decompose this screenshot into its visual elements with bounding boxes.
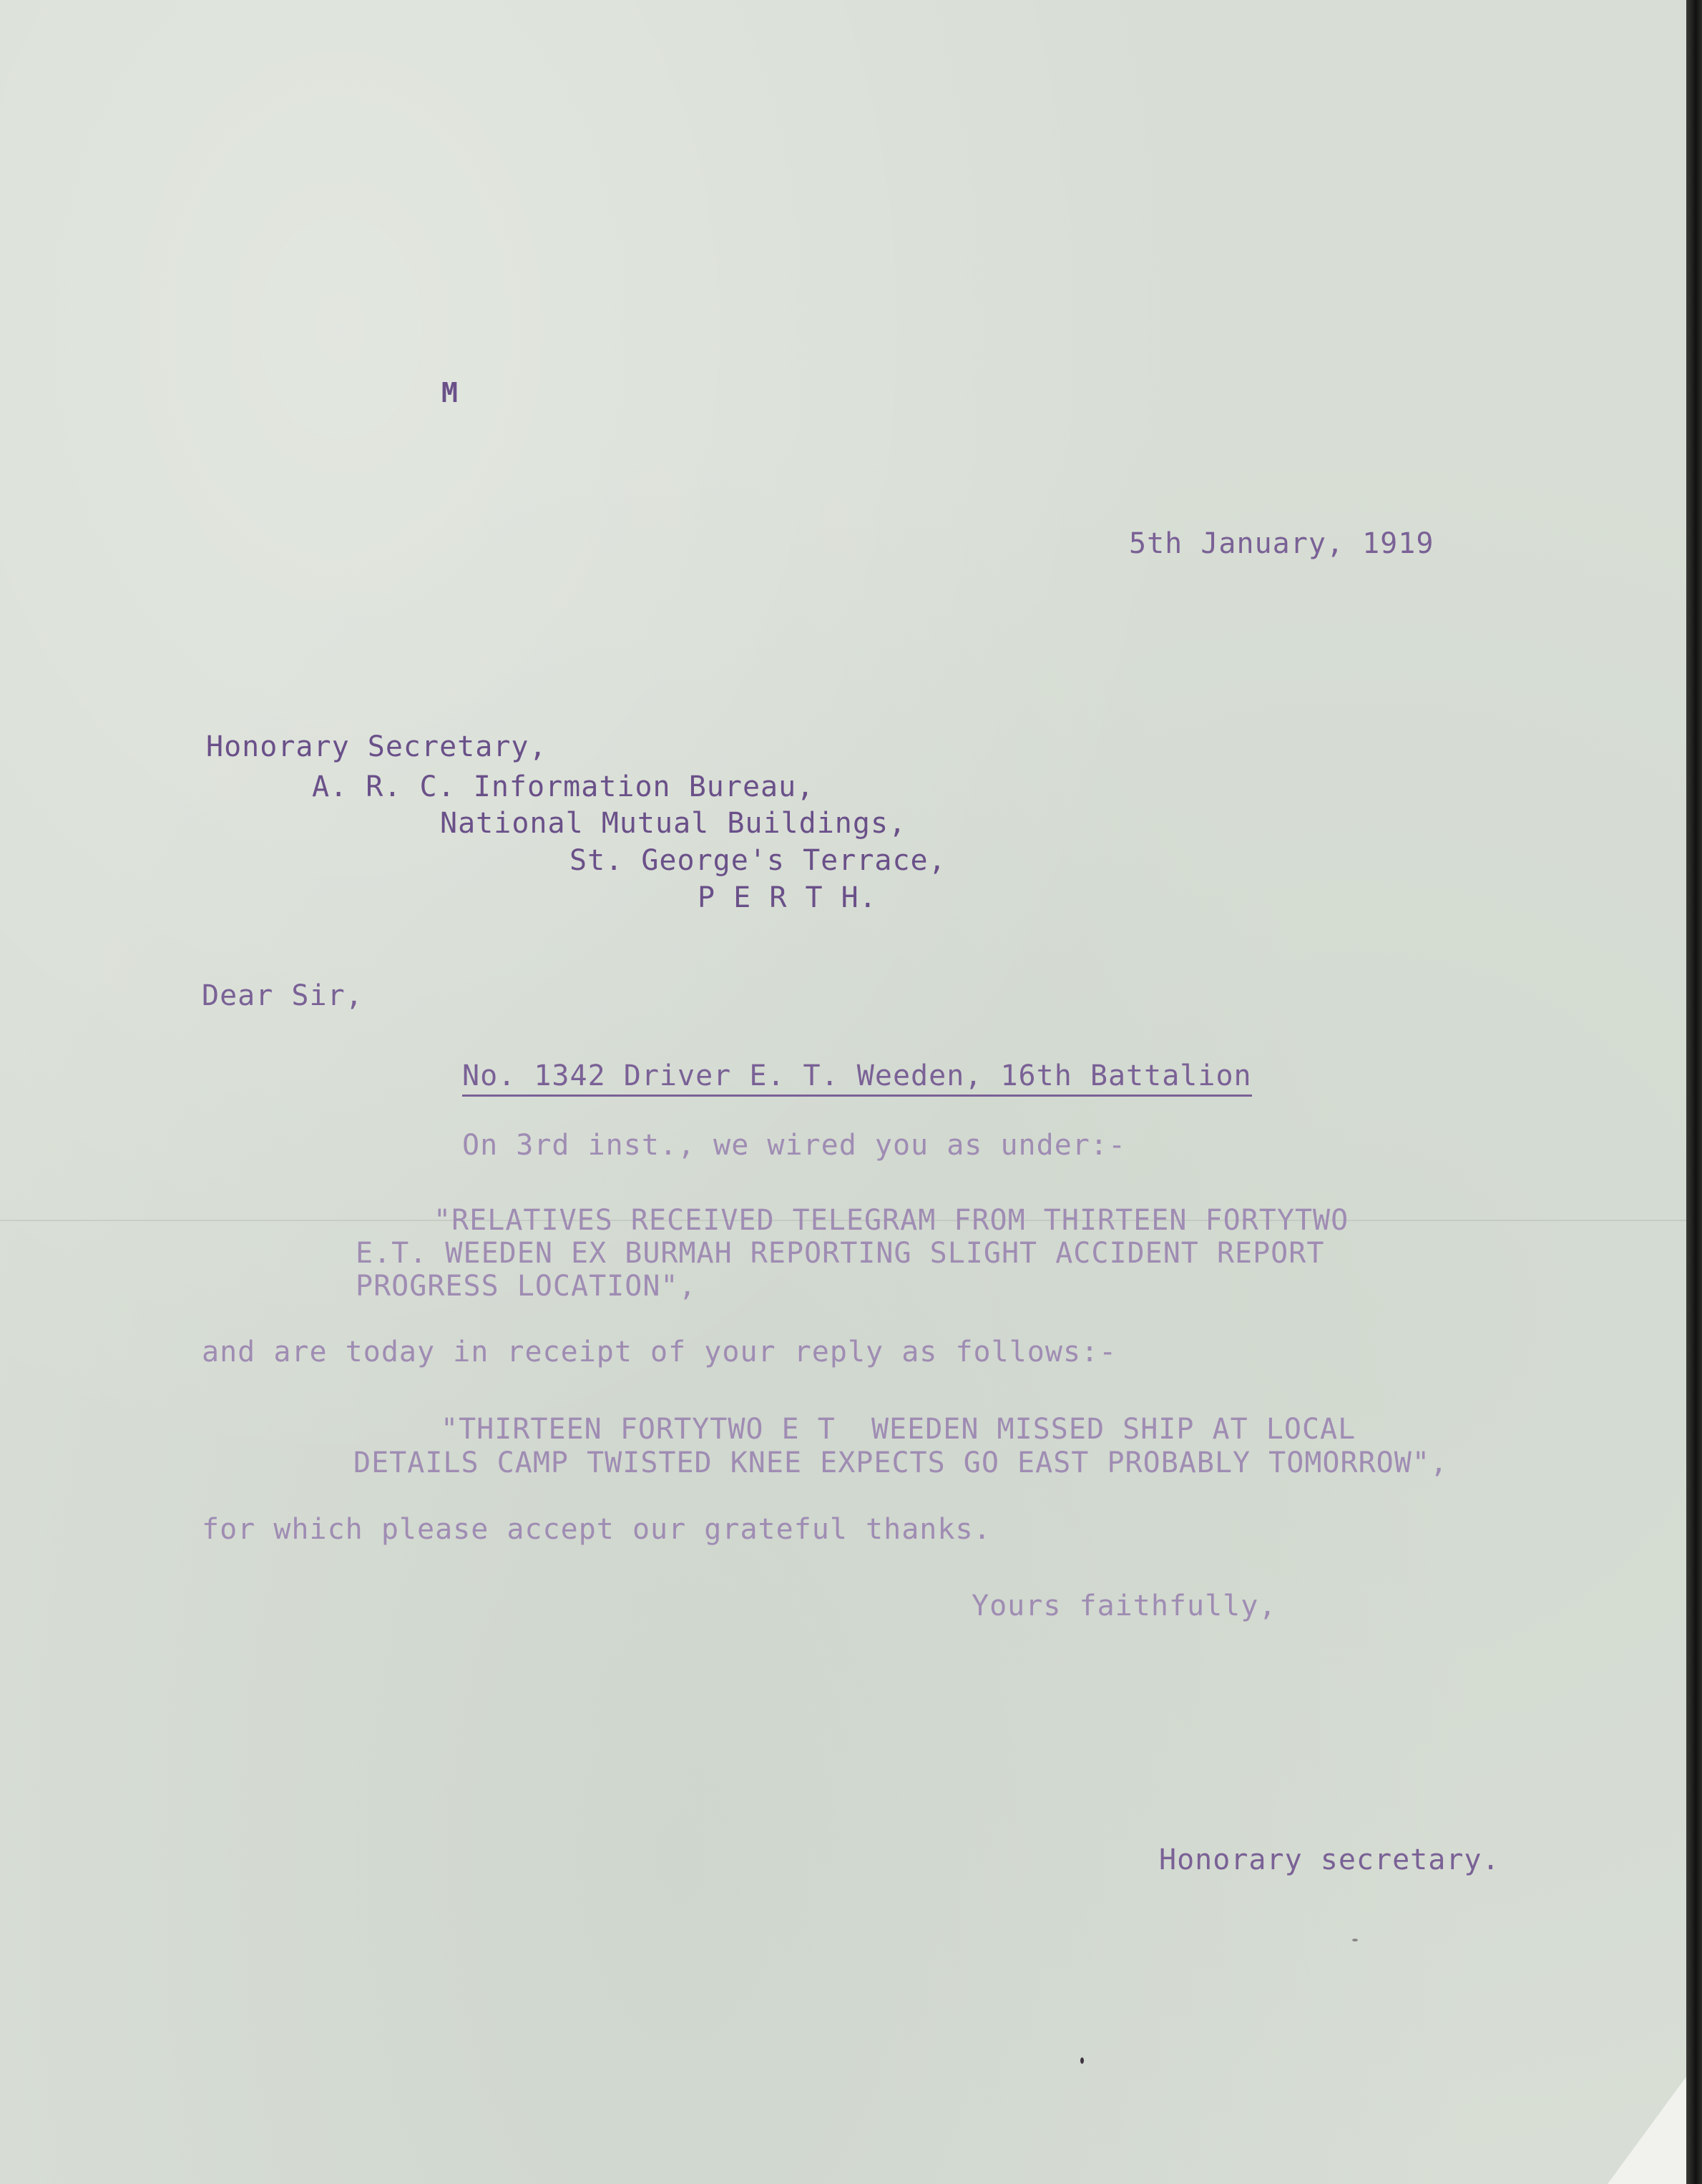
letter-date: 5th January, 1919 [1129,527,1434,560]
sent-telegram-line-3: PROGRESS LOCATION", [356,1270,697,1303]
page-corner-curl [1608,2077,1686,2184]
page-edge-shadow [1686,0,1702,2184]
ink-speck [1352,1939,1358,1941]
closing-line: Yours faithfully, [972,1590,1277,1622]
file-initial: M [441,377,459,408]
intro-line: On 3rd inst., we wired you as under:- [462,1129,1127,1162]
address-line-3: National Mutual Buildings, [440,807,907,840]
signature-title: Honorary secretary. [1159,1843,1500,1876]
reply-telegram-line-1: "THIRTEEN FORTYTWO E T WEEDEN MISSED SHIP AT LOCAL [441,1413,1356,1446]
thanks-line: for which please accept our grateful thanks. [202,1513,992,1546]
salutation: Dear Sir, [202,979,363,1012]
ink-speck [1080,2057,1084,2064]
address-line-1: Honorary Secretary, [206,730,547,763]
sent-telegram-line-1: "RELATIVES RECEIVED TELEGRAM FROM THIRTEEN FORTYTWO [434,1204,1349,1237]
sent-telegram-line-2: E.T. WEEDEN EX BURMAH REPORTING SLIGHT ACCIDENT REPORT [356,1237,1325,1270]
address-line-4: St. George's Terrace, [569,844,947,877]
reply-intro-line: and are today in receipt of your reply as follows:- [202,1336,1117,1368]
subject-line: No. 1342 Driver E. T. Weeden, 16th Battalion [462,1062,1252,1097]
reply-telegram-line-2: DETAILS CAMP TWISTED KNEE EXPECTS GO EAST PROBABLY TOMORROW", [353,1446,1449,1479]
address-line-5: P E R T H. [698,881,877,914]
address-line-2: A. R. C. Information Bureau, [312,770,815,803]
